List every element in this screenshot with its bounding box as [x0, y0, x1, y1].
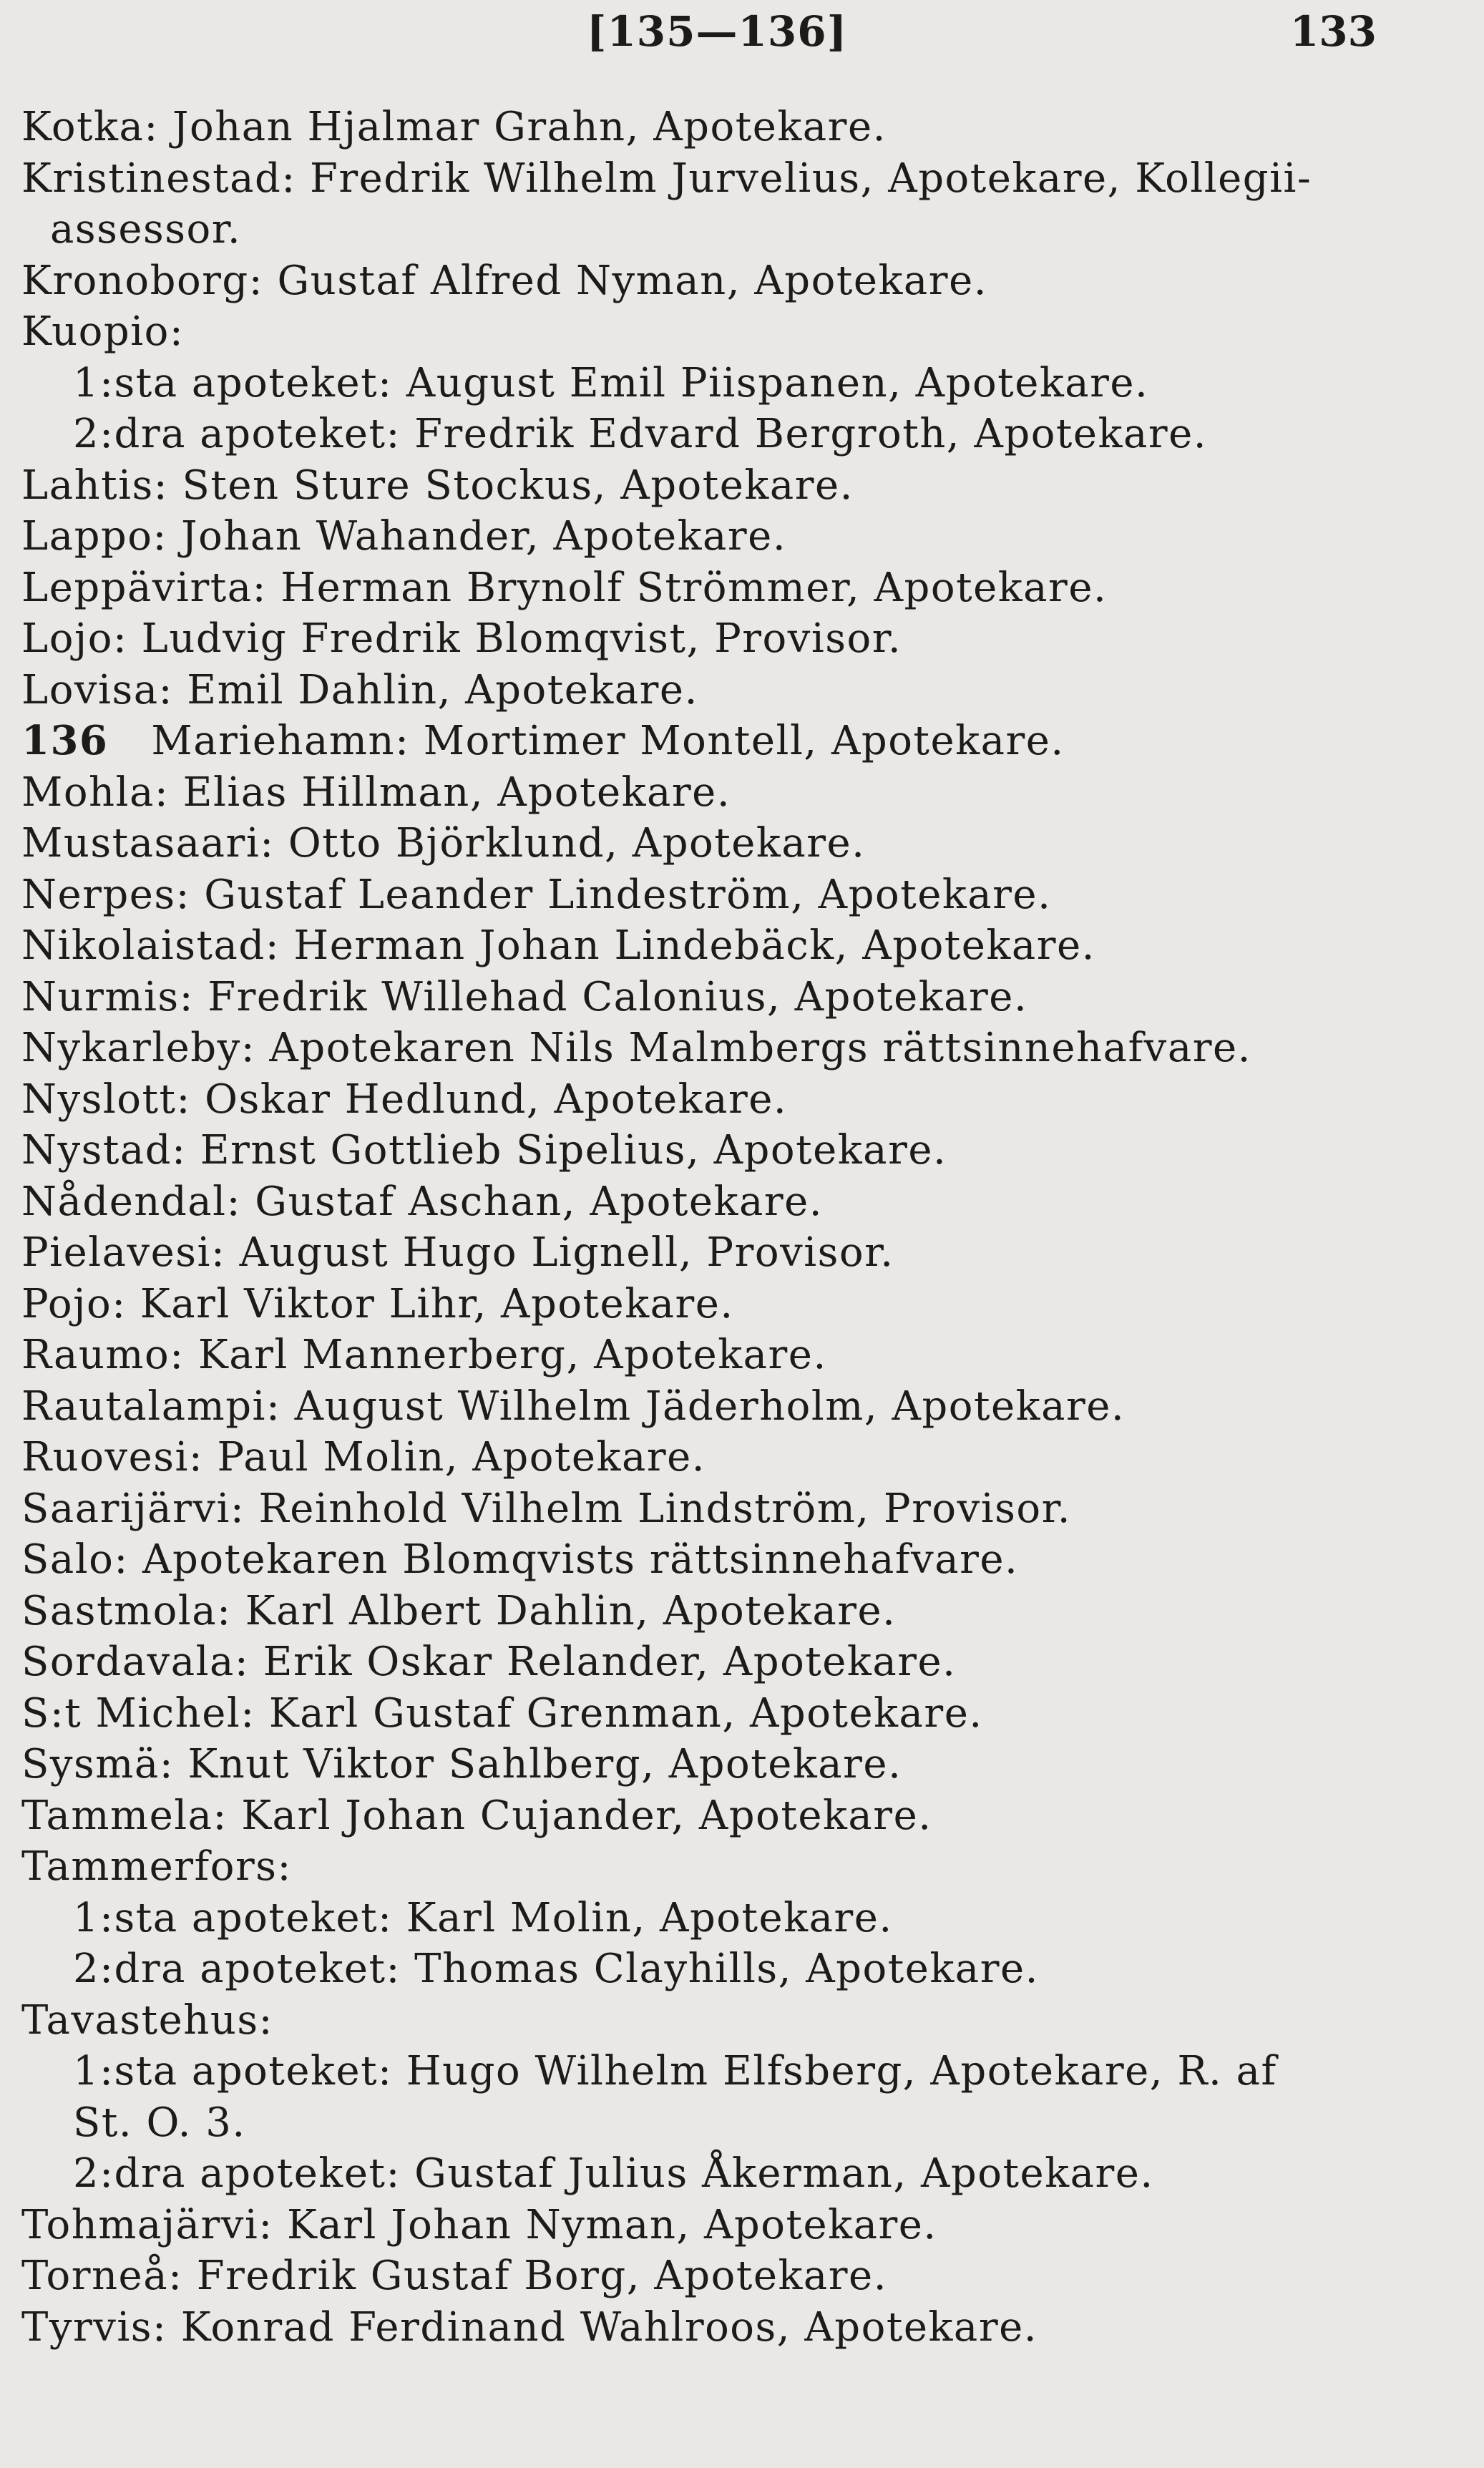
directory-entry	[21, 102, 1445, 153]
entry-text: Lahtis: Sten Sture Stockus, Apotekare.	[21, 462, 854, 509]
directory-list	[21, 102, 1445, 2353]
entry-text: Lovisa: Emil Dahlin, Apotekare.	[21, 666, 698, 713]
entry-text: 2:dra apoteket: Gustaf Julius Åkerman, Apotekare.	[73, 2150, 1154, 2197]
entry-text: Nikolaistad: Herman Johan Lindebäck, Apotekare.	[21, 922, 1095, 969]
directory-entry	[21, 716, 1445, 767]
entry-text: Nurmis: Fredrik Willehad Calonius, Apotekare.	[21, 973, 1028, 1020]
entry-text: Kronoborg: Gustaf Alfred Nyman, Apotekare.	[21, 257, 988, 304]
entry-text: assessor.	[50, 206, 242, 253]
entry-text: S:t Michel: Karl Gustaf Grenman, Apotekare.	[21, 1689, 983, 1737]
entry-text: Nykarleby: Apotekaren Nils Malmbergs rättsinnehafvare.	[21, 1025, 1251, 1071]
directory-entry	[21, 460, 1445, 512]
directory-entry	[21, 613, 1445, 665]
directory-entry	[21, 1739, 1445, 1790]
directory-entry	[21, 306, 1445, 358]
entry-text: Nådendal: Gustaf Aschan, Apotekare.	[21, 1178, 824, 1225]
directory-entry	[21, 511, 1445, 562]
directory-entry	[21, 1176, 1445, 1228]
entry-text: Tammerfors:	[21, 1843, 292, 1890]
directory-entry	[21, 1943, 1445, 1995]
page-header	[0, 7, 1484, 64]
directory-entry	[21, 1432, 1445, 1483]
directory-entry	[21, 1893, 1445, 1944]
directory-entry	[21, 255, 1445, 307]
entry-text: Torneå: Fredrik Gustaf Borg, Apotekare.	[21, 2253, 887, 2299]
directory-entry	[21, 920, 1445, 972]
directory-entry	[21, 767, 1445, 819]
directory-entry	[21, 1381, 1445, 1433]
entry-text: Sordavala: Erik Oskar Relander, Apotekare.	[21, 1639, 957, 1685]
directory-entry	[21, 1841, 1445, 1893]
directory-entry	[21, 2302, 1445, 2354]
entry-text: Mustasaari: Otto Björklund, Apotekare.	[21, 820, 866, 867]
entry-text: Tavastehus:	[21, 1996, 274, 2044]
entry-text: 1:sta apoteket: Hugo Wilhelm Elfsberg, Apotekare, R. af	[73, 2048, 1277, 2094]
entry-text: Sysmä: Knut Viktor Sahlberg, Apotekare.	[21, 1741, 902, 1787]
directory-entry	[21, 2200, 1445, 2251]
directory-entry	[21, 1330, 1445, 1381]
entry-text: Leppävirta: Herman Brynolf Strömmer, Apotekare.	[21, 564, 1108, 611]
directory-entry	[21, 204, 1445, 255]
directory-entry	[21, 2148, 1445, 2200]
entry-text: Mohla: Elias Hillman, Apotekare.	[21, 769, 731, 816]
entry-text: Nyslott: Oskar Hedlund, Apotekare.	[21, 1076, 788, 1123]
entry-text: Pielavesi: August Hugo Lignell, Provisor.	[21, 1229, 894, 1276]
entry-text: Kuopio:	[21, 308, 185, 355]
directory-entry	[21, 409, 1445, 460]
entry-text: Nerpes: Gustaf Leander Lindeström, Apotekare.	[21, 871, 1052, 918]
entry-text: Ruovesi: Paul Molin, Apotekare.	[21, 1434, 706, 1481]
entry-text: Saarijärvi: Reinhold Vilhelm Lindström, Provisor.	[21, 1485, 1071, 1532]
entry-text: Raumo: Karl Mannerberg, Apotekare.	[21, 1332, 827, 1378]
directory-entry	[21, 2097, 1445, 2149]
entry-text: Rautalampi: August Wilhelm Jäderholm, Apotekare.	[21, 1382, 1126, 1430]
entry-text: 1:sta apoteket: Karl Molin, Apotekare.	[73, 1894, 893, 1941]
directory-entry	[21, 1790, 1445, 1842]
entry-text: Mariehamn: Mortimer Montell, Apotekare.	[151, 718, 1065, 764]
entry-text: Kristinestad: Fredrik Wilhelm Jurvelius, Apotekare, Kollegii-	[21, 155, 1312, 202]
page-range: [135—136]	[587, 7, 848, 56]
directory-entry	[21, 2250, 1445, 2302]
directory-entry	[21, 2046, 1445, 2097]
section-number: 136	[21, 717, 109, 764]
entry-text: St. O. 3.	[73, 2099, 246, 2146]
directory-entry	[21, 562, 1445, 614]
entry-text: Lojo: Ludvig Fredrik Blomqvist, Provisor.	[21, 615, 902, 662]
directory-entry	[21, 358, 1445, 409]
entry-text: Tammela: Karl Johan Cujander, Apotekare.	[21, 1792, 932, 1839]
directory-entry	[21, 1483, 1445, 1535]
entry-text: Tyrvis: Konrad Ferdinand Wahlroos, Apotekare.	[21, 2303, 1038, 2351]
entry-text: 2:dra apoteket: Fredrik Edvard Bergroth, Apotekare.	[73, 411, 1208, 457]
directory-entry	[21, 1586, 1445, 1637]
entry-text: Sastmola: Karl Albert Dahlin, Apotekare.	[21, 1587, 897, 1634]
entry-text: Lappo: Johan Wahander, Apotekare.	[21, 513, 787, 560]
directory-entry	[21, 1534, 1445, 1586]
directory-entry	[21, 1074, 1445, 1126]
directory-entry	[21, 1227, 1445, 1279]
entry-text: 2:dra apoteket: Thomas Clayhills, Apotekare.	[73, 1946, 1039, 1992]
directory-entry	[21, 972, 1445, 1023]
directory-entry	[21, 665, 1445, 716]
entry-text: Tohmajärvi: Karl Johan Nyman, Apotekare.	[21, 2201, 937, 2248]
entry-text: Salo: Apotekaren Blomqvists rättsinnehafvare.	[21, 1536, 1019, 1583]
directory-entry	[21, 869, 1445, 921]
entry-text: Pojo: Karl Viktor Lihr, Apotekare.	[21, 1280, 734, 1327]
directory-entry	[21, 1995, 1445, 2047]
entry-text: Kotka: Johan Hjalmar Grahn, Apotekare.	[21, 104, 887, 150]
directory-entry	[21, 1637, 1445, 1688]
directory-entry	[21, 153, 1445, 205]
directory-entry	[21, 1688, 1445, 1740]
directory-entry	[21, 1125, 1445, 1176]
directory-entry	[21, 1279, 1445, 1330]
entry-text: Nystad: Ernst Gottlieb Sipelius, Apotekare.	[21, 1127, 947, 1174]
directory-entry	[21, 1023, 1445, 1074]
directory-entry	[21, 818, 1445, 869]
page-number: 133	[1289, 7, 1377, 56]
entry-text: 1:sta apoteket: August Emil Piispanen, Apotekare.	[73, 359, 1149, 406]
